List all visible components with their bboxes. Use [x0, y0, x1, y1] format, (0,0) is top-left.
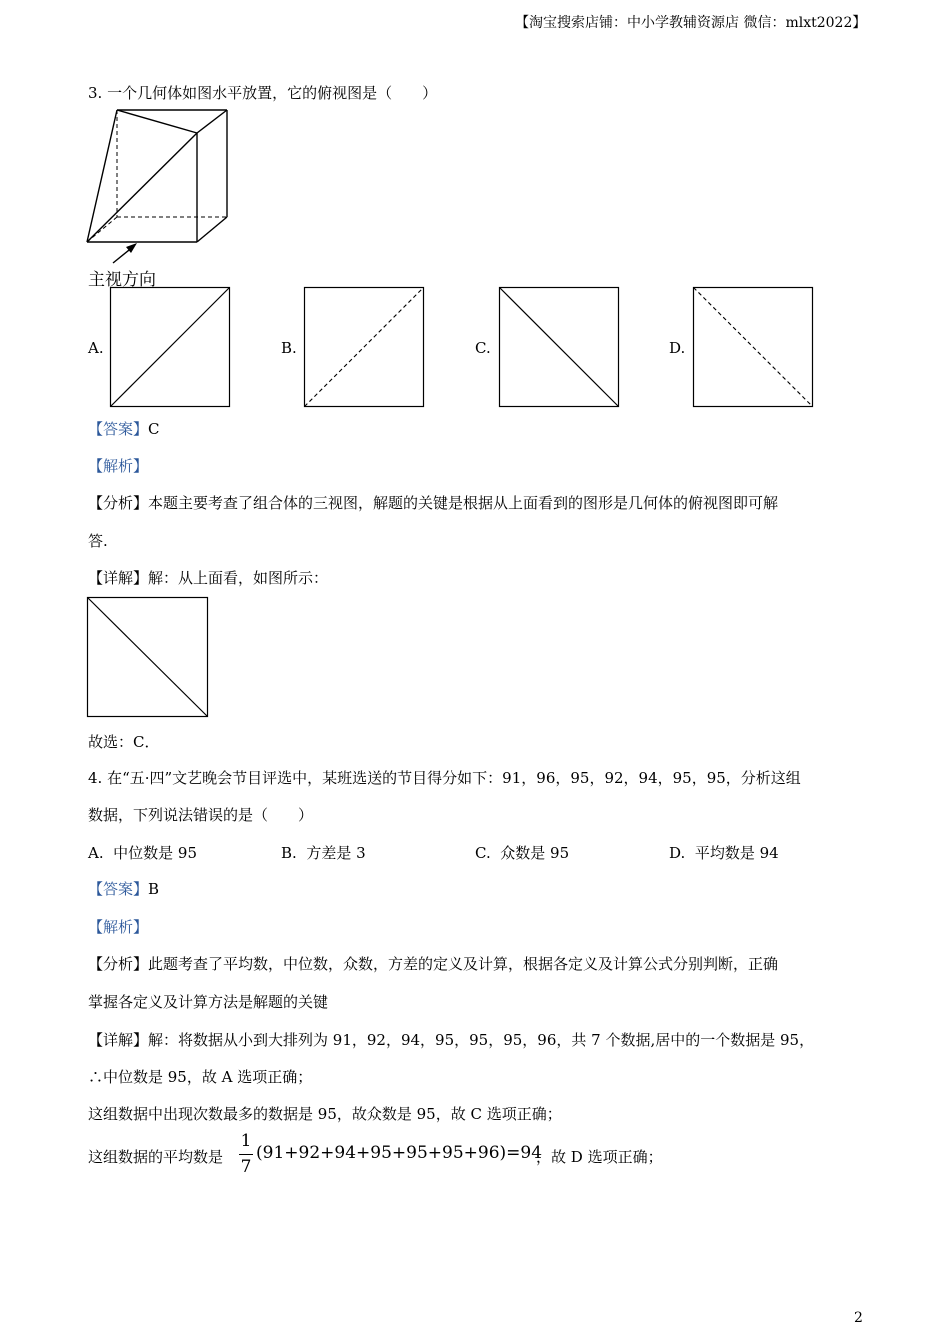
q3-option-c-letter: C.: [475, 339, 491, 357]
fenxi-tag: 【分析】: [88, 494, 149, 512]
q3-jiexi-tag: 【解析】: [88, 457, 149, 475]
view-direction-label: 主视方向: [88, 270, 156, 290]
fenxi-tag: 【分析】: [88, 955, 149, 973]
q4-fenxi-line1: [88, 953, 778, 974]
q3-fenxi-line2: 答.: [88, 532, 108, 550]
q3-solution-figure: [87, 597, 209, 718]
q3-option-d-figure: [693, 287, 814, 407]
option-text: 中位数是 95: [113, 844, 198, 862]
q3-conclusion: 故选：C．: [88, 733, 160, 751]
q4-option-a: [88, 842, 197, 863]
q3-option-a-figure: [110, 287, 231, 407]
q4-xiangjie-line1: [88, 1029, 814, 1050]
solid-figure: [0, 0, 950, 300]
fraction-bar: [239, 1154, 253, 1155]
view-direction-arrow: [113, 243, 137, 263]
q4-median-line: ∴中位数是 95，故 A 选项正确；: [88, 1068, 313, 1086]
q4-option-c: [475, 842, 569, 863]
q3-xiangjie: [88, 567, 328, 588]
fenxi-text: 此题考查了平均数，中位数，众数，方差的定义及计算，根据各定义及计算公式分别判断，正确: [148, 955, 779, 973]
q3-option-b-letter: B.: [281, 339, 297, 357]
q4-stem-line1: 4. 在“五·四”文艺晚会节目评选中，某班选送的节目得分如下：91，96，95，92，94，95，95，分析这组: [88, 769, 801, 787]
option-letter: D.: [669, 844, 686, 862]
answer-value: C: [148, 420, 160, 438]
xiangjie-text: 解：从上面看，如图所示：: [148, 569, 329, 587]
q4-mode-line: 这组数据中出现次数最多的数据是 95，故众数是 95，故 C 选项正确；: [88, 1105, 562, 1123]
q4-mean-prefix: 这组数据的平均数是: [88, 1148, 224, 1166]
q3-option-c-figure: [499, 287, 620, 407]
q3-stem: 3. 一个几何体如图水平放置，它的俯视图是（ ）: [88, 84, 438, 102]
q3-option-a-letter: A.: [88, 339, 104, 357]
option-letter: B.: [281, 844, 297, 862]
mean-expression: (91+92+94+95+95+95+96)=94: [256, 1143, 543, 1163]
option-text: 众数是 95: [500, 844, 570, 862]
q3-answer: [88, 418, 160, 439]
q4-answer: [88, 878, 159, 899]
answer-tag: 【答案】: [88, 420, 149, 438]
q4-option-b: [281, 842, 366, 863]
q3-fenxi-line1: [88, 492, 778, 513]
q3-option-d-letter: D.: [669, 339, 686, 357]
q4-mean-suffix: ，故 D 选项正确；: [536, 1148, 663, 1166]
option-letter: C.: [475, 844, 491, 862]
fraction-numerator: 1: [240, 1131, 252, 1151]
option-letter: A.: [88, 844, 104, 862]
q4-jiexi-tag: 【解析】: [88, 918, 149, 936]
page-header: 【淘宝搜索店铺：中小学教辅资源店 微信：mlxt2022】: [515, 15, 867, 31]
xiangjie-tag: 【详解】: [88, 1031, 149, 1049]
q4-fenxi-line2: 掌握各定义及计算方法是解题的关键: [88, 993, 329, 1011]
xiangjie-text: 解：将数据从小到大排列为 91，92，94，95，95，95，96，共 7 个数据,居中的一个数据是 95，: [148, 1031, 815, 1049]
answer-value: B: [148, 880, 160, 898]
option-text: 平均数是 94: [694, 844, 779, 862]
q4-option-d: [669, 842, 779, 863]
xiangjie-tag: 【详解】: [88, 569, 149, 587]
q3-option-b-figure: [304, 287, 425, 407]
fraction-denominator: 7: [240, 1157, 252, 1177]
page-number: 2: [854, 1310, 863, 1326]
q4-stem-line2: 数据，下列说法错误的是（ ）: [88, 806, 314, 824]
answer-tag: 【答案】: [88, 880, 149, 898]
option-text: 方差是 3: [306, 844, 366, 862]
fenxi-text: 本题主要考查了组合体的三视图，解题的关键是根据从上面看到的图形是几何体的俯视图即可解: [148, 494, 779, 512]
